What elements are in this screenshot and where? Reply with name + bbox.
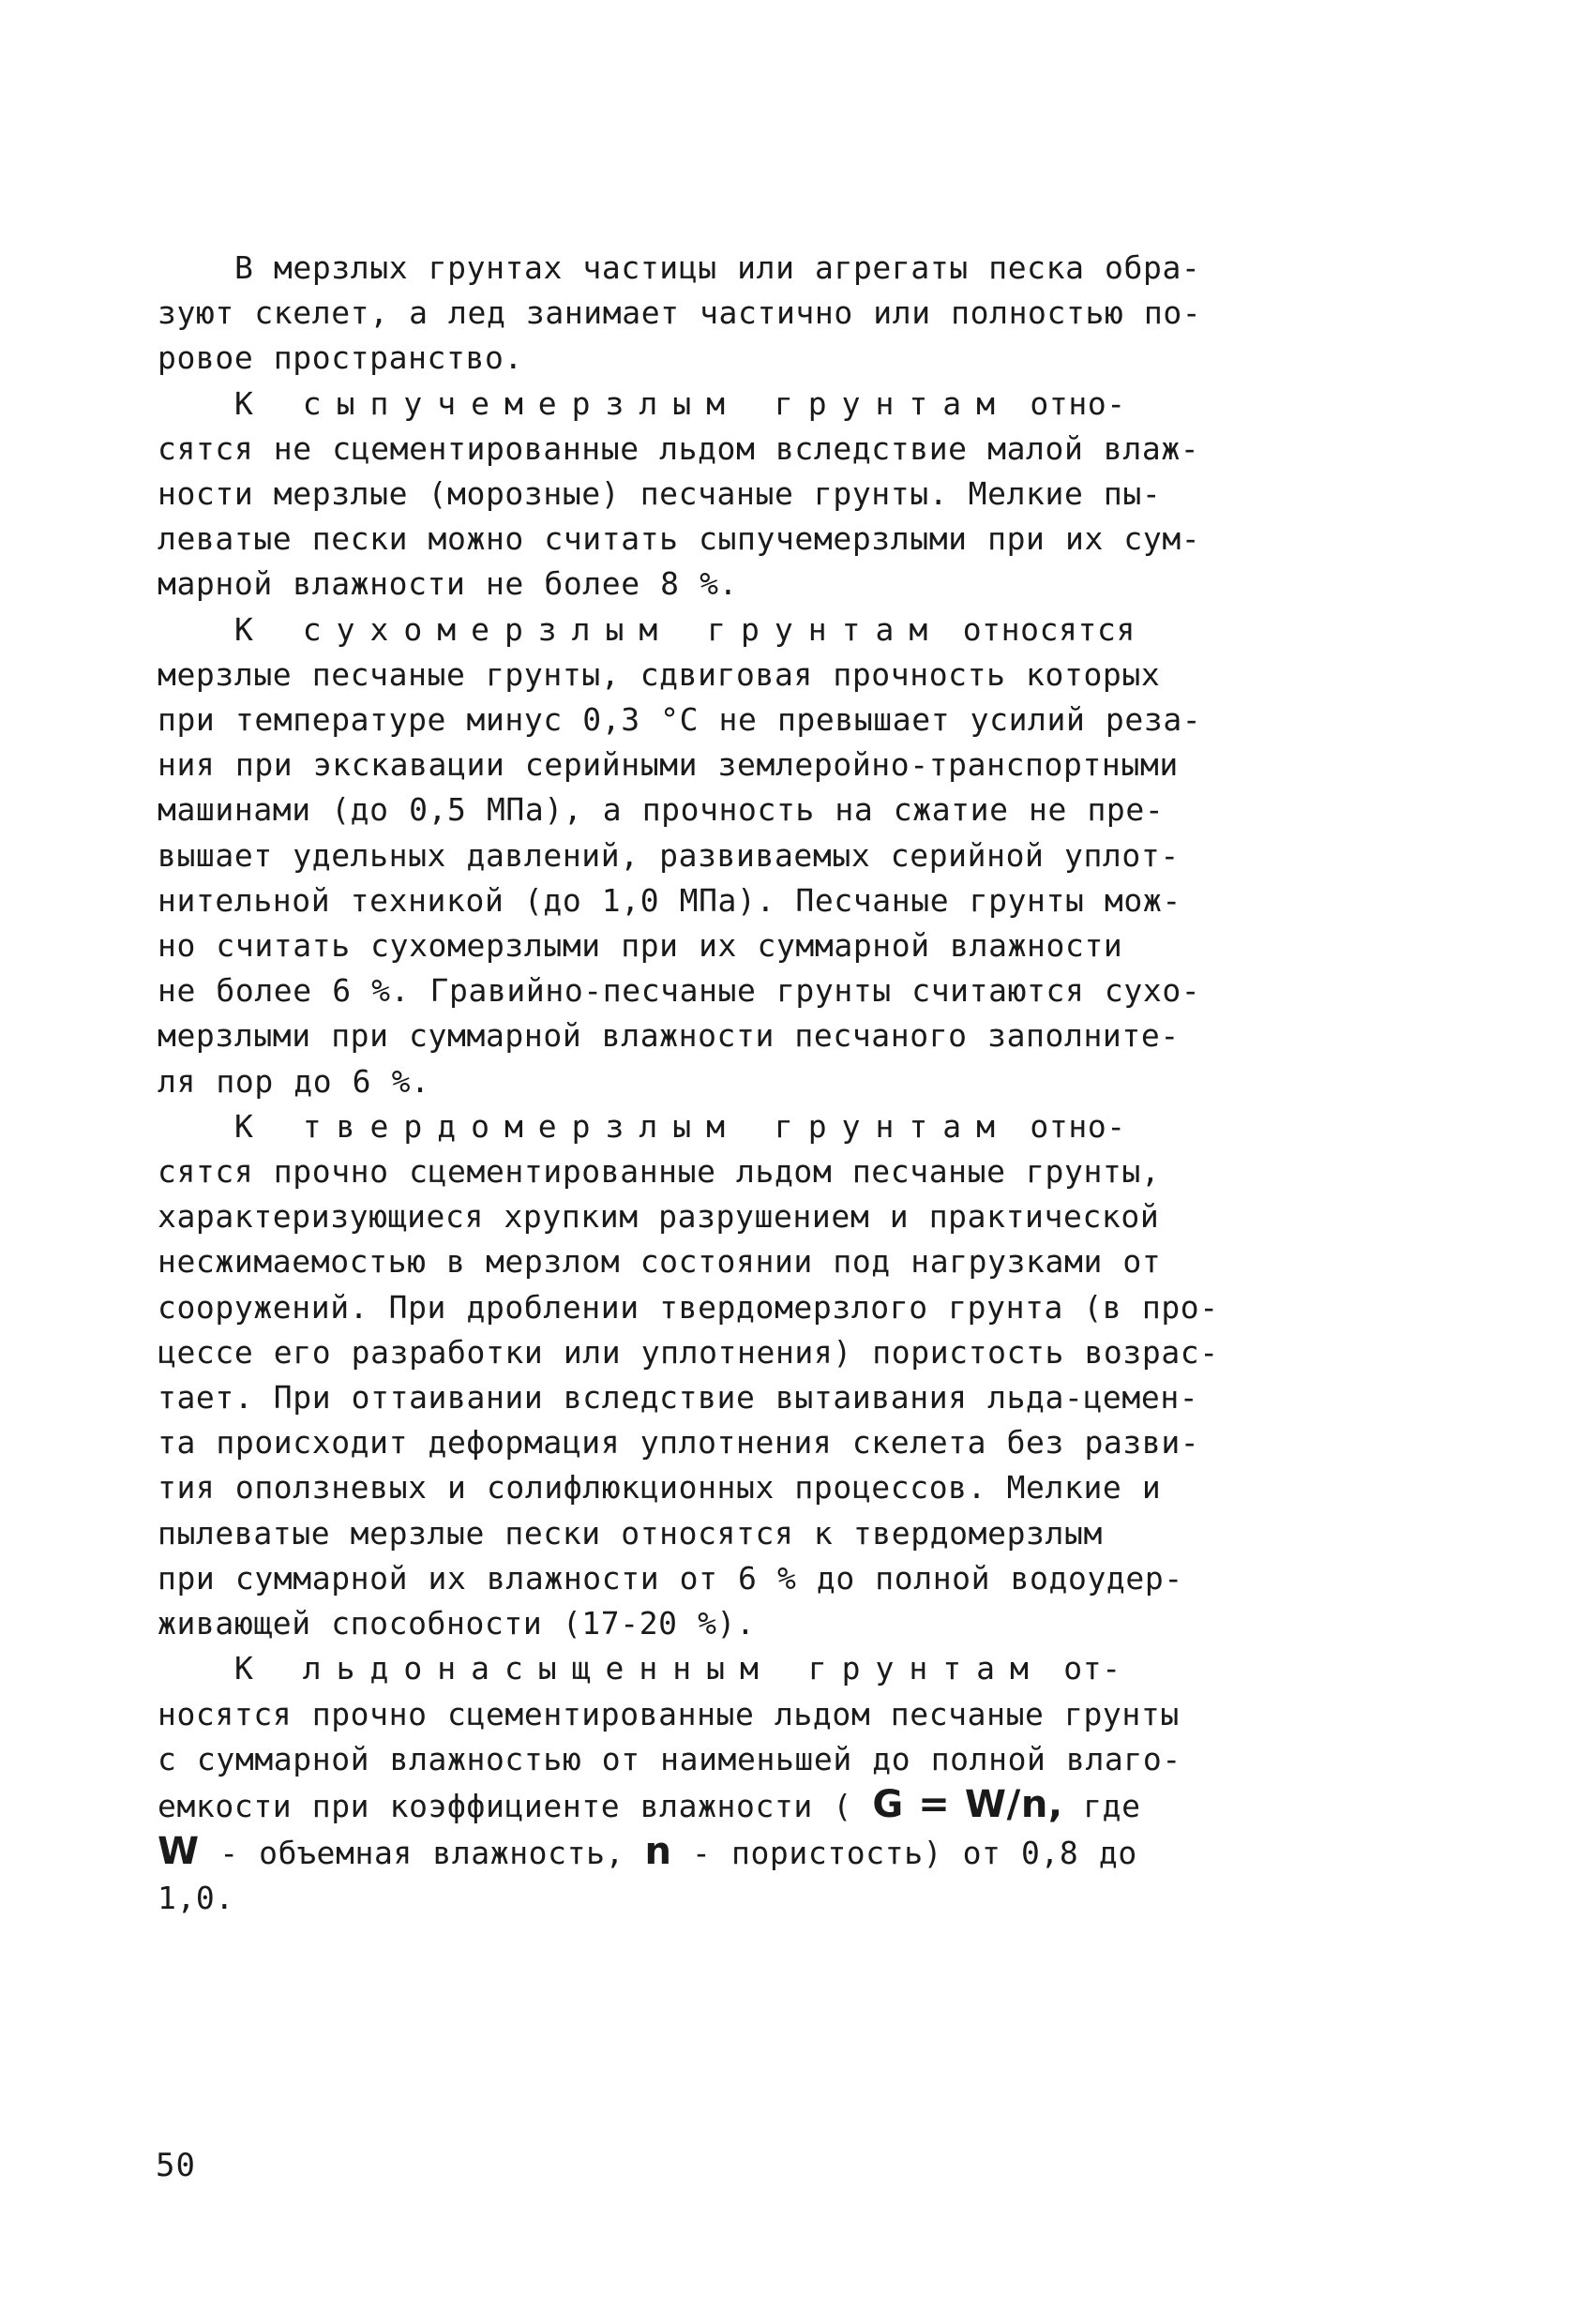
- text-line: носятся прочно сцементированные льдом песчаные грунты: [158, 1695, 1180, 1732]
- text-line: [158, 607, 1433, 652]
- text-line: сооружений. При дроблении твердомерзлого грунта (в про-: [158, 1288, 1219, 1326]
- text-line: мерзлыми при суммарной влажности песчаного заполните-: [158, 1017, 1180, 1055]
- term-ice-saturated: К льдонасыщенным грунтам: [234, 1650, 1044, 1687]
- paragraph-hard-frozen: [158, 1104, 1433, 1646]
- paragraph-dry-frozen: [158, 607, 1433, 1104]
- text-line: нительной техникой (до 1,0 МПа). Песчаные грунты мож-: [158, 881, 1181, 919]
- formula-symbol-w: W: [158, 1830, 200, 1874]
- text-fragment: где: [1062, 1787, 1141, 1824]
- text-fragment: относятся: [942, 610, 1136, 648]
- text-fragment: - пористость) от 0,8 до: [671, 1835, 1137, 1872]
- text-line: ния при экскавации серийными землеройно-транспортными: [158, 746, 1179, 784]
- text-line: ности мерзлые (морозные) песчаные грунты. Мелкие пы-: [158, 475, 1162, 513]
- text-line: но считать сухомерзлыми при их суммарной влажности: [158, 927, 1123, 965]
- text-line: тает. При оттаивании вследствие вытаивания льда-цемен-: [158, 1379, 1199, 1417]
- text-line: зуют скелет, а лед занимает частично или полностью по-: [158, 294, 1202, 332]
- text-line: машинами (до 0,5 МПа), а прочность на сжатие не пре-: [158, 791, 1165, 829]
- text-line: при температуре минус 0,3 °С не превышает усилий реза-: [158, 701, 1202, 739]
- text-line: леватые пески можно считать сыпучемерзлыми при их сум-: [158, 520, 1201, 558]
- text-line: не более 6 %. Гравийно-песчаные грунты считаются сухо-: [158, 972, 1201, 1010]
- text-line: живающей способности (17-20 %).: [158, 1605, 756, 1642]
- text-line: В мерзлых грунтах частицы или агрегаты песка обра-: [234, 249, 1201, 286]
- text-line: марной влажности не более 8 %.: [158, 565, 739, 603]
- formula-moisture-ratio: G = W/n,: [872, 1782, 1063, 1826]
- text-line: 1,0.: [158, 1880, 234, 1917]
- term-loose-frozen: К сыпучемерзлым грунтам: [234, 384, 1010, 422]
- text-line: с суммарной влажностью от наименьшей до полной влаго-: [158, 1740, 1181, 1777]
- paragraph-ice-saturated: [158, 1646, 1433, 1921]
- text-fragment: - объемная влажность,: [199, 1835, 645, 1872]
- text-line: [158, 382, 1433, 427]
- text-line: сятся не сцементированные льдом вследствие малой влаж-: [158, 429, 1200, 467]
- text-line: характеризующиеся хрупким разрушением и практической: [158, 1198, 1160, 1236]
- text-line: несжимаемостью в мерзлом состоянии под нагрузками от: [158, 1243, 1162, 1281]
- text-line: та происходит деформация уплотнения скелета без разви-: [158, 1424, 1200, 1462]
- formula-symbol-n: n: [644, 1830, 672, 1874]
- text-line: [158, 1646, 1433, 1691]
- text-line: при суммарной их влажности от 6 % до полной водоудер-: [158, 1559, 1183, 1597]
- paragraph-loose-frozen: [158, 382, 1433, 607]
- term-hard-frozen: К твердомерзлым грунтам: [234, 1107, 1010, 1145]
- text-line: вышает удельных давлений, развиваемых серийной уплот-: [158, 836, 1180, 874]
- text-line: цессе его разработки или уплотнения) пористость возрас-: [158, 1333, 1219, 1371]
- text-line: тия оползневых и солифлюкционных процессов. Мелкие и: [158, 1469, 1162, 1507]
- text-fragment: отно-: [1009, 384, 1126, 422]
- text-fragment: отно-: [1009, 1107, 1126, 1145]
- page-number: 50: [156, 2147, 196, 2184]
- text-line: ровое пространство.: [158, 339, 523, 377]
- paragraph-frozen-soils-intro: [158, 246, 1433, 382]
- text-fragment: от-: [1043, 1650, 1121, 1687]
- text-line: мерзлые песчаные грунты, сдвиговая прочность которых: [158, 655, 1161, 693]
- text-line: ля пор до 6 %.: [158, 1062, 430, 1100]
- text-fragment: емкости при коэффициенте влажности (: [158, 1787, 873, 1824]
- text-line: [158, 1782, 1433, 1829]
- text-line: сятся прочно сцементированные льдом песчаные грунты,: [158, 1153, 1161, 1191]
- body-text: [158, 246, 1433, 1922]
- text-line: [158, 1829, 1433, 1876]
- text-line: [158, 1104, 1433, 1149]
- text-line: пылеватые мерзлые пески относятся к твердомерзлым: [158, 1514, 1103, 1552]
- term-dry-frozen: К сухомерзлым грунтам: [234, 610, 943, 648]
